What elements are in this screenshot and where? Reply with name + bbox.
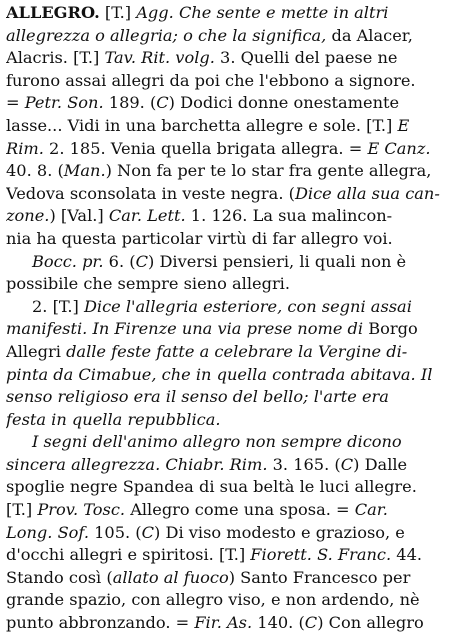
entry-paragraph xyxy=(6,296,464,432)
text-line xyxy=(6,431,464,454)
text-line xyxy=(6,25,464,48)
text-segment: 3. Quelli del paese ne xyxy=(214,48,398,68)
italic-segment: Car. xyxy=(354,500,388,520)
entry-paragraph xyxy=(6,2,464,251)
text-segment: Alacris. [T.] xyxy=(6,48,105,68)
text-segment: da Alacer, xyxy=(326,25,413,45)
italic-segment: Agg. Che sente e mette in altri xyxy=(136,3,389,22)
text-segment: [T.] xyxy=(6,500,38,520)
italic-segment: manifesti. In Firenze una via prese nome di xyxy=(6,319,364,339)
italic-segment: festa in quella repubblica. xyxy=(6,409,221,429)
italic-segment: Man. xyxy=(63,161,106,181)
text-segment: 140. ( xyxy=(252,613,305,633)
text-line xyxy=(6,567,464,590)
text-segment: 44. xyxy=(391,545,423,565)
text-segment: Allegro come una sposa. = xyxy=(125,500,355,520)
text-line xyxy=(6,386,464,409)
text-line xyxy=(6,341,464,364)
text-segment: lasse... Vidi in una barchetta allegre e sole. [T.] xyxy=(6,115,398,135)
text-line xyxy=(6,92,464,115)
italic-segment: allegrezza o allegria; o che la significa, xyxy=(6,25,327,45)
italic-segment: C xyxy=(304,613,318,633)
text-line xyxy=(6,296,464,319)
italic-segment: Bocc. pr. xyxy=(32,251,104,271)
italic-segment: Fir. As. xyxy=(194,613,253,633)
italic-segment: dalle feste fatte a celebrare la Vergine di- xyxy=(66,341,408,361)
text-line xyxy=(6,589,464,612)
text-line xyxy=(6,522,464,545)
text-segment: = xyxy=(6,93,25,113)
italic-segment: Prov. Tosc. xyxy=(37,500,126,520)
text-line xyxy=(6,251,464,274)
italic-segment: pinta da Cimabue, che in quella contrada abitava. Il xyxy=(6,364,433,384)
text-line xyxy=(6,544,464,567)
italic-segment: E xyxy=(397,115,410,135)
text-line xyxy=(6,47,464,70)
entry-paragraph xyxy=(6,431,464,634)
italic-segment: senso religioso era il senso del bello; l'arte era xyxy=(6,387,389,407)
text-line xyxy=(6,476,464,499)
text-line xyxy=(6,273,464,296)
text-segment: furono assai allegri da poi che l'ebbono a signore. xyxy=(6,70,416,90)
text-segment: ) Dalle xyxy=(353,454,408,474)
italic-segment: sincera allegrezza. Chiabr. Rim. xyxy=(6,454,268,474)
italic-segment: zone. xyxy=(6,206,50,226)
text-segment: 3. 165. ( xyxy=(267,454,341,474)
text-segment: d'occhi allegri e spiritosi. [T.] xyxy=(6,545,251,565)
text-segment: 40. 8. ( xyxy=(6,161,64,181)
text-segment: 2. 185. Venia quella brigata allegra. = xyxy=(43,138,368,158)
text-segment: [T.] xyxy=(104,3,137,22)
italic-segment: E Canz. xyxy=(367,138,431,158)
text-line xyxy=(6,612,464,635)
text-segment: Borgo xyxy=(363,319,418,339)
text-segment: 1. 126. La sua malincon- xyxy=(185,206,393,226)
text-segment: 189. ( xyxy=(103,93,157,113)
italic-segment: Petr. Son. xyxy=(24,93,104,113)
text-segment: ) Non fa per te lo star fra gente allegra, xyxy=(105,161,432,181)
italic-segment: Dice alla sua can- xyxy=(294,183,440,203)
text-line xyxy=(6,2,464,25)
headword: ALLEGRO. xyxy=(6,3,100,22)
text-segment: ) Santo Francesco per xyxy=(228,567,411,587)
text-line xyxy=(6,318,464,341)
text-line xyxy=(6,138,464,161)
text-segment: spoglie negre Spandea di sua beltà le luci allegre. xyxy=(6,477,417,497)
italic-segment: Rim. xyxy=(6,138,44,158)
text-segment: Stando così ( xyxy=(6,567,113,587)
text-segment: Vedova sconsolata in veste negra. ( xyxy=(6,183,295,203)
italic-segment: C xyxy=(141,522,155,542)
italic-segment: I segni dell'animo allegro non sempre dicono xyxy=(32,432,402,452)
text-segment: ) [Val.] xyxy=(49,206,109,226)
dictionary-entry-allegro xyxy=(6,2,464,635)
text-segment: ) Dodici donne onestamente xyxy=(168,93,400,113)
text-segment: ) Di viso modesto e grazioso, e xyxy=(154,522,405,542)
italic-segment: Fiorett. S. Franc. xyxy=(250,545,392,565)
italic-segment: Car. Lett. xyxy=(108,206,186,226)
text-segment: possibile che sempre sieno allegri. xyxy=(6,274,291,294)
text-segment: 2. [T.] xyxy=(32,296,84,316)
text-segment: 6. ( xyxy=(103,251,136,271)
italic-segment: Tav. Rit. volg. xyxy=(104,48,215,68)
text-line xyxy=(6,160,464,183)
text-line xyxy=(6,454,464,477)
text-line xyxy=(6,70,464,93)
text-segment: ) Con allegro xyxy=(317,613,424,633)
italic-segment: Dice l'allegria esteriore, con segni assai xyxy=(83,296,412,316)
text-line xyxy=(6,499,464,522)
text-line xyxy=(6,409,464,432)
text-segment: ) Diversi pensieri, li quali non è xyxy=(147,251,407,271)
text-line xyxy=(6,183,464,206)
text-segment: punto abbronzando. = xyxy=(6,613,195,633)
text-line xyxy=(6,228,464,251)
text-line xyxy=(6,364,464,387)
text-segment: nia ha questa particolar virtù di far allegro voi. xyxy=(6,228,393,248)
italic-segment: C xyxy=(135,251,148,271)
italic-segment: C xyxy=(156,93,169,113)
entry-paragraph xyxy=(6,251,464,296)
text-line xyxy=(6,115,464,138)
text-segment: grande spazio, con allegro viso, e non ardendo, nè xyxy=(6,590,420,610)
text-segment: Allegri xyxy=(6,341,67,361)
text-line xyxy=(6,205,464,228)
italic-segment: allato al fuoco xyxy=(112,567,229,587)
italic-segment: C xyxy=(340,454,354,474)
italic-segment: Long. Sof. xyxy=(6,522,89,542)
text-segment: 105. ( xyxy=(88,522,142,542)
